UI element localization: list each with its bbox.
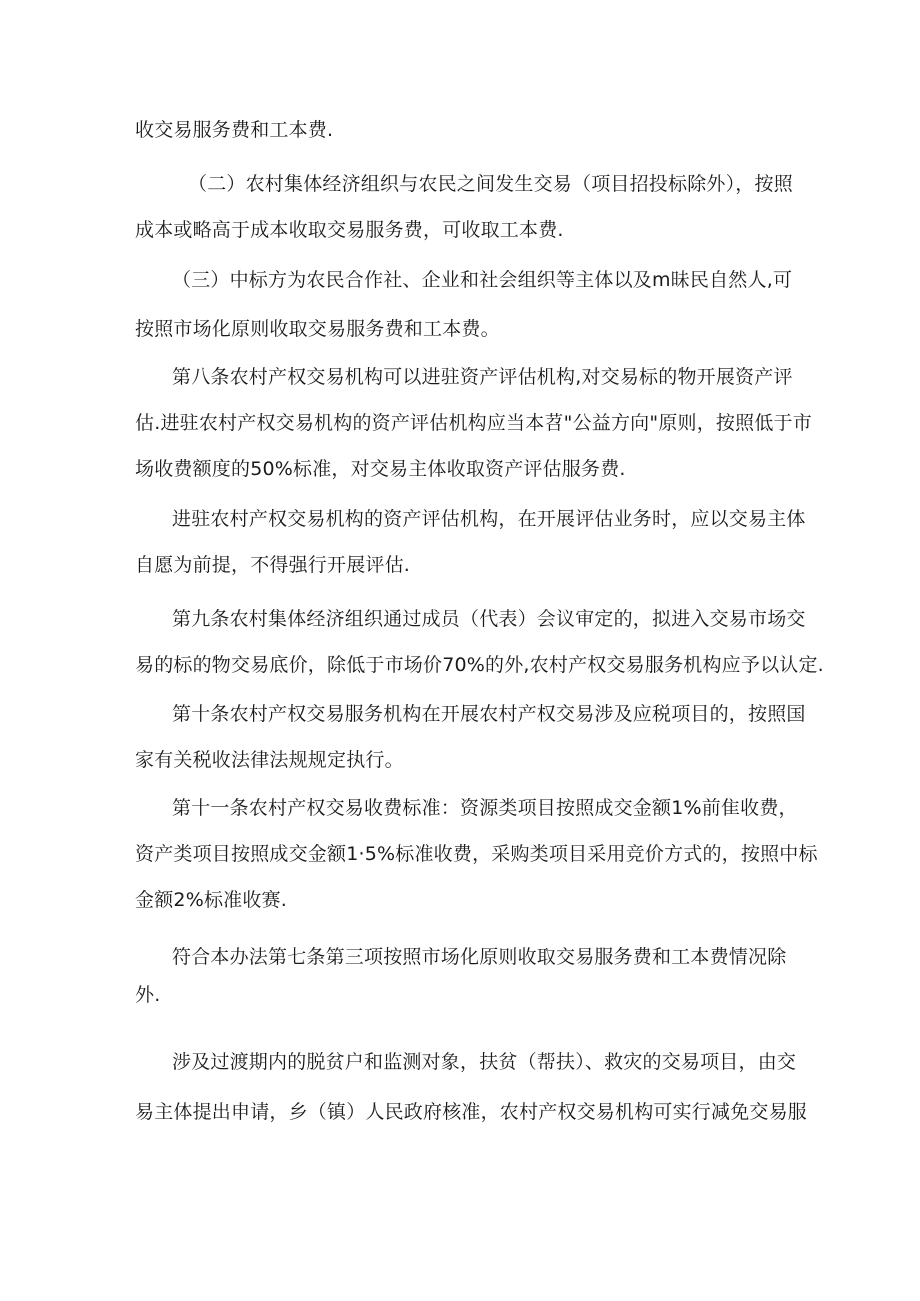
text-line-14: 家有关税收法律法规规定执行。	[135, 749, 404, 771]
text-line-3: 成本或略高于成本收取交易服务费，可收取工本费.	[135, 219, 564, 241]
text-line-12: 易的标的物交易底价，除低于市场价70%的外,农村产权交易服务机构应予以认定.	[135, 654, 824, 676]
text-line-6: 第八条农村产权交易机构可以进驻资产评估机构,对交易标的物开展资产评	[172, 366, 793, 388]
text-line-19: 外.	[135, 984, 161, 1006]
text-line-17: 金额2%标准收赛.	[135, 889, 287, 911]
text-line-7: 估.进驻农村产权交易机构的资产评估机构应当本苕"公益方向"原则，按照低于市	[135, 412, 812, 434]
text-line-10: 自愿为前提，不得强行开展评估.	[135, 554, 411, 576]
text-line-5: 按照市场化原则收取交易服务费和工本费。	[135, 318, 500, 340]
text-line-8: 场收费额度的50%标准，对交易主体收取资产评估服务费.	[135, 458, 626, 480]
text-line-13: 第十条农村产权交易服务机构在开展农村产权交易涉及应税项目的，按照国	[172, 703, 806, 725]
text-line-16: 资产类项目按照成交金额1·5%标准收费，采购类项目采用竞价方式的，按照中标	[135, 843, 818, 865]
text-line-9: 进驻农村产权交易机构的资产评估机构，在开展评估业务时，应以交易主体	[172, 508, 806, 530]
text-line-4: （三）中标方为农民合作社、企业和社会组织等主体以及m昧民自然人,可	[172, 269, 793, 291]
text-line-18: 符合本办法第七条第三项按照市场化原则收取交易服务费和工本费情况除	[172, 946, 787, 968]
text-line-15: 第十一条农村产权交易收费标准：资源类项目按照成交金额1%前隹收费，	[172, 797, 798, 819]
text-line-2: （二）农村集体经济组织与农民之间发生交易（项目招投标除外），按照	[188, 173, 793, 195]
text-line-20: 涉及过渡期内的脱贫户和监测对象，扶贫（帮扶）、救灾的交易项目，由交	[172, 1051, 797, 1073]
text-line-11: 第九条农村集体经济组织通过成员（代表）会议审定的，拟进入交易市场交	[172, 608, 806, 630]
text-line-1: 收交易服务费和工本费.	[135, 119, 334, 141]
text-line-21: 易主体提出申请，乡（镇）人民政府核准，农村产权交易机构可实行减免交易服	[135, 1101, 808, 1123]
